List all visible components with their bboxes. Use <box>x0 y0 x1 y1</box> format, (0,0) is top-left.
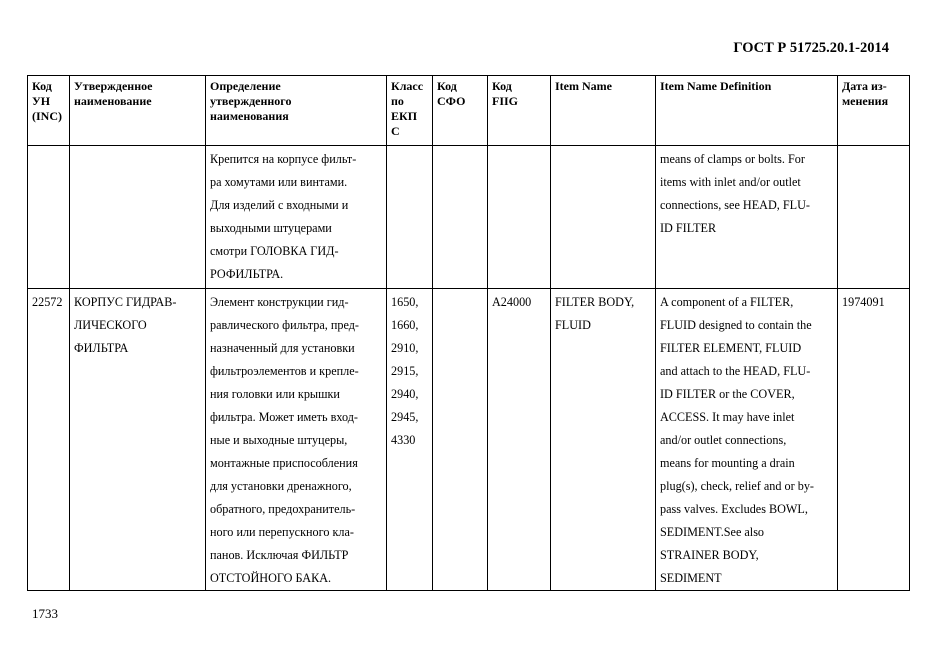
text-line: фильтроэлементов и крепле- <box>210 364 359 378</box>
table-row <box>28 146 910 289</box>
inc-cell <box>28 289 70 591</box>
col-date-header <box>838 76 910 146</box>
text-line: монтажные приспособления <box>210 456 358 470</box>
text-line: FIIG <box>492 94 519 108</box>
fiig-cell <box>488 146 551 289</box>
text-line: смотри ГОЛОВКА ГИД- <box>210 244 339 258</box>
col-name-header <box>70 76 206 146</box>
text-line: ЛИЧЕСКОГО <box>74 318 147 332</box>
text-line: ЕКП <box>391 109 418 123</box>
text-line: Крепится на корпусе фильт- <box>210 152 357 166</box>
text-line: УН <box>32 94 51 108</box>
text-line: КОРПУС ГИДРАВ- <box>74 295 177 309</box>
text-line: 2940, <box>391 387 419 401</box>
date-cell <box>838 289 910 591</box>
text-line: ния головки или крышки <box>210 387 340 401</box>
text-line: РОФИЛЬТРА. <box>210 267 284 281</box>
class-cell <box>387 289 433 591</box>
text-line: SEDIMENT <box>660 571 722 585</box>
item-name-cell <box>551 146 656 289</box>
class-cell <box>387 146 433 289</box>
text-line: Item Name <box>555 79 612 93</box>
text-line: 2945, <box>391 410 419 424</box>
text-line: утвержденного <box>210 94 292 108</box>
text-line: FLUID <box>555 318 591 332</box>
text-line: Код <box>492 79 512 93</box>
sfo-cell <box>433 146 488 289</box>
text-line: ные и выходные штуцеры, <box>210 433 348 447</box>
text-line: means for mounting a drain <box>660 456 795 470</box>
item-def-cell <box>656 289 838 591</box>
text-line: and/or outlet connections, <box>660 433 787 447</box>
text-line: 1660, <box>391 318 419 332</box>
text-line: 1650, <box>391 295 419 309</box>
text-line: ФИЛЬТРА <box>74 341 129 355</box>
text-line: (INC) <box>32 109 62 123</box>
text-line: FILTER ELEMENT, FLUID <box>660 341 802 355</box>
text-line: A24000 <box>492 295 532 309</box>
text-line: and attach to the HEAD, FLU- <box>660 364 811 378</box>
text-line: Определение <box>210 79 281 93</box>
text-line: Код <box>32 79 52 93</box>
text-line: FILTER BODY, <box>555 295 635 309</box>
col-inc-header <box>28 76 70 146</box>
standard-designation: ГОСТ Р 51725.20.1-2014 <box>733 40 889 56</box>
text-line: SEDIMENT.See also <box>660 525 765 539</box>
text-line: СФО <box>437 94 466 108</box>
text-line: ID FILTER <box>660 221 717 235</box>
col-definition-header <box>206 76 387 146</box>
text-line: равлического фильтра, пред- <box>210 318 359 332</box>
text-line: по <box>391 94 404 108</box>
page-number: 1733 <box>32 606 58 621</box>
header-row <box>28 76 910 146</box>
text-line: панов. Исключая ФИЛЬТР <box>210 548 349 562</box>
text-line: means of clamps or bolts. For <box>660 152 805 166</box>
text-line: Item Name Definition <box>660 79 772 93</box>
name-cell <box>70 146 206 289</box>
inc-cell <box>28 146 70 289</box>
definition-cell <box>206 289 387 591</box>
text-line: обратного, предохранитель- <box>210 502 356 516</box>
text-line: 2910, <box>391 341 419 355</box>
definition-cell <box>206 146 387 289</box>
text-line: ОТСТОЙНОГО БАКА. <box>210 571 332 585</box>
text-line: ID FILTER or the COVER, <box>660 387 795 401</box>
text-line: С <box>391 124 400 138</box>
text-line: наименования <box>210 109 289 123</box>
text-line: pass valves. Excludes BOWL, <box>660 502 808 516</box>
text-line: STRAINER BODY, <box>660 548 759 562</box>
name-cell <box>70 289 206 591</box>
text-line: для установки дренажного, <box>210 479 352 493</box>
fiig-cell <box>488 289 551 591</box>
item-name-cell <box>551 289 656 591</box>
text-line: наименование <box>74 94 152 108</box>
date-cell <box>838 146 910 289</box>
text-line: Утвержденное <box>74 79 153 93</box>
text-line: ра хомутами или винтами. <box>210 175 348 189</box>
text-line: items with inlet and/or outlet <box>660 175 801 189</box>
table-row <box>28 289 910 591</box>
sfo-cell <box>433 289 488 591</box>
catalog-table <box>27 75 910 591</box>
col-item-name-header <box>551 76 656 146</box>
col-fiig-header <box>488 76 551 146</box>
text-line: Код <box>437 79 457 93</box>
text-line: plug(s), check, relief and or by- <box>660 479 814 493</box>
text-line: фильтра. Может иметь вход- <box>210 410 358 424</box>
col-class-header <box>387 76 433 146</box>
col-item-def-header <box>656 76 838 146</box>
text-line: 2915, <box>391 364 419 378</box>
text-line: Класс <box>391 79 424 93</box>
text-line: 4330 <box>391 433 416 447</box>
text-line: ного или перепускного кла- <box>210 525 354 539</box>
text-line: Элемент конструкции гид- <box>210 295 349 309</box>
text-line: ACCESS. It may have inlet <box>660 410 795 424</box>
text-line: выходными штуцерами <box>210 221 332 235</box>
col-sfo-header <box>433 76 488 146</box>
text-line: 1974091 <box>842 295 885 309</box>
text-line: менения <box>842 94 889 108</box>
text-line: FLUID designed to contain the <box>660 318 812 332</box>
item-def-cell <box>656 146 838 289</box>
text-line: connections, see HEAD, FLU- <box>660 198 810 212</box>
text-line: Для изделий с входными и <box>210 198 349 212</box>
text-line: A component of a FILTER, <box>660 295 794 309</box>
text-line: назначенный для установки <box>210 341 355 355</box>
text-line: 22572 <box>32 295 63 309</box>
text-line: Дата из- <box>842 79 887 93</box>
